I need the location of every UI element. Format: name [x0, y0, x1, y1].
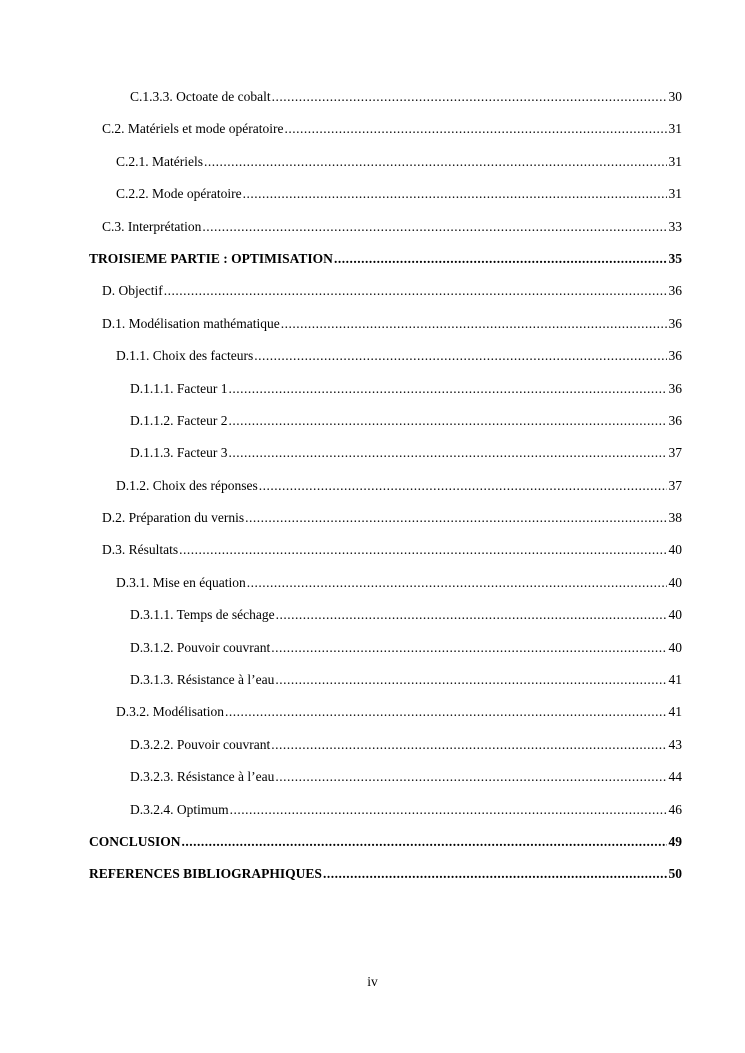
toc-entry-page: 33	[668, 218, 682, 234]
toc-entry-title: D.3.2.3. Résistance à l’eau	[130, 769, 275, 785]
dot-leader	[334, 248, 667, 270]
page-number: iv	[367, 974, 378, 989]
toc-entry-title: D.3.1.2. Pouvoir couvrant	[130, 639, 271, 655]
toc-entry[interactable]	[89, 507, 682, 539]
dot-leader	[275, 766, 666, 788]
toc-entry-page: 31	[668, 186, 682, 202]
toc-entry[interactable]	[89, 313, 682, 345]
toc-entry[interactable]	[89, 572, 682, 604]
toc-entry-page: 41	[668, 672, 682, 688]
toc-entry-title: C.2.2. Mode opératoire	[116, 186, 242, 202]
toc-entry[interactable]	[89, 118, 682, 150]
dot-leader	[202, 216, 666, 238]
toc-entry[interactable]	[89, 863, 682, 895]
toc-entry-title: D.3.2. Modélisation	[116, 704, 224, 720]
toc-entry-title: D.3. Résultats	[102, 542, 179, 558]
dot-leader	[204, 151, 667, 173]
toc-entry-page: 38	[668, 510, 682, 526]
toc-entry[interactable]	[89, 183, 682, 215]
toc-entry[interactable]	[89, 345, 682, 377]
toc-entry-title: D. Objectif	[102, 283, 163, 299]
toc-entry-title: D.1.1. Choix des facteurs	[116, 348, 254, 364]
dot-leader	[228, 410, 666, 432]
toc-entry-title: CONCLUSION	[89, 833, 181, 849]
toc-entry[interactable]	[89, 151, 682, 183]
toc-entry-page: 31	[668, 121, 682, 137]
toc-entry-page: 40	[668, 574, 682, 590]
toc-entry[interactable]	[89, 280, 682, 312]
toc-entry-page: 40	[668, 639, 682, 655]
toc-entry-title: C.3. Interprétation	[102, 218, 202, 234]
toc-entry-page: 31	[668, 153, 682, 169]
toc-entry-page: 36	[668, 380, 682, 396]
dot-leader	[247, 572, 667, 594]
toc-entry-title: D.3.2.2. Pouvoir couvrant	[130, 736, 271, 752]
dot-leader	[276, 604, 667, 626]
dot-leader	[281, 313, 667, 335]
toc-entry[interactable]	[89, 378, 682, 410]
toc-entry-page: 46	[668, 801, 682, 817]
toc-entry-page: 43	[668, 736, 682, 752]
toc-entry-title: D.3.1. Mise en équation	[116, 574, 246, 590]
toc-entry[interactable]	[89, 669, 682, 701]
toc-entry-page: 49	[668, 833, 682, 849]
toc-entry-page: 40	[668, 607, 682, 623]
toc-entry-page: 37	[668, 477, 682, 493]
dot-leader	[271, 734, 666, 756]
toc-entry-page: 41	[668, 704, 682, 720]
toc-entry-title: D.1. Modélisation mathématique	[102, 315, 280, 331]
dot-leader	[272, 86, 667, 108]
dot-leader	[230, 799, 667, 821]
dot-leader	[182, 831, 667, 853]
toc-entry[interactable]	[89, 539, 682, 571]
toc-entry-title: D.1.1.1. Facteur 1	[130, 380, 228, 396]
dot-leader	[254, 345, 666, 367]
toc-entry-page: 36	[668, 412, 682, 428]
toc-entry-title: C.2.1. Matériels	[116, 153, 203, 169]
toc-entry[interactable]	[89, 475, 682, 507]
dot-leader	[225, 701, 667, 723]
dot-leader	[228, 442, 666, 464]
toc-entry[interactable]	[89, 248, 682, 280]
toc-entry-title: D.1.2. Choix des réponses	[116, 477, 258, 493]
toc-entry-title: C.2. Matériels et mode opératoire	[102, 121, 284, 137]
table-of-contents	[89, 86, 682, 896]
toc-entry-title: D.2. Préparation du vernis	[102, 510, 245, 526]
toc-entry-title: D.3.1.3. Résistance à l’eau	[130, 672, 275, 688]
toc-entry[interactable]	[89, 734, 682, 766]
toc-entry[interactable]	[89, 410, 682, 442]
dot-leader	[323, 863, 667, 885]
toc-entry[interactable]	[89, 637, 682, 669]
toc-entry[interactable]	[89, 604, 682, 636]
dot-leader	[259, 475, 667, 497]
toc-entry-page: 36	[668, 283, 682, 299]
toc-entry-title: C.1.3.3. Octoate de cobalt	[130, 89, 271, 104]
toc-entry-page: 30	[668, 89, 682, 104]
toc-entry-title: D.1.1.3. Facteur 3	[130, 445, 228, 461]
toc-entry-page: 36	[668, 348, 682, 364]
dot-leader	[271, 637, 666, 659]
dot-leader	[284, 118, 666, 140]
toc-entry[interactable]	[89, 86, 682, 118]
toc-entry[interactable]	[89, 831, 682, 863]
dot-leader	[275, 669, 666, 691]
toc-entry-title: D.1.1.2. Facteur 2	[130, 412, 228, 428]
dot-leader	[179, 539, 666, 561]
toc-entry-page: 40	[668, 542, 682, 558]
toc-entry[interactable]	[89, 701, 682, 733]
toc-entry[interactable]	[89, 442, 682, 474]
toc-entry[interactable]	[89, 216, 682, 248]
toc-entry-title: REFERENCES BIBLIOGRAPHIQUES	[89, 866, 322, 882]
toc-entry-title: TROISIEME PARTIE : OPTIMISATION	[89, 250, 333, 266]
toc-entry-title: D.3.1.1. Temps de séchage	[130, 607, 275, 623]
toc-entry-page: 36	[668, 315, 682, 331]
toc-entry-page: 44	[668, 769, 682, 785]
toc-entry-title: D.3.2.4. Optimum	[130, 801, 229, 817]
toc-entry-page: 35	[668, 250, 682, 266]
dot-leader	[228, 378, 666, 400]
dot-leader	[243, 183, 667, 205]
toc-entry-page: 37	[668, 445, 682, 461]
dot-leader	[164, 280, 667, 302]
toc-entry-page: 50	[668, 866, 682, 882]
toc-entry[interactable]	[89, 799, 682, 831]
toc-entry[interactable]	[89, 766, 682, 798]
dot-leader	[245, 507, 666, 529]
